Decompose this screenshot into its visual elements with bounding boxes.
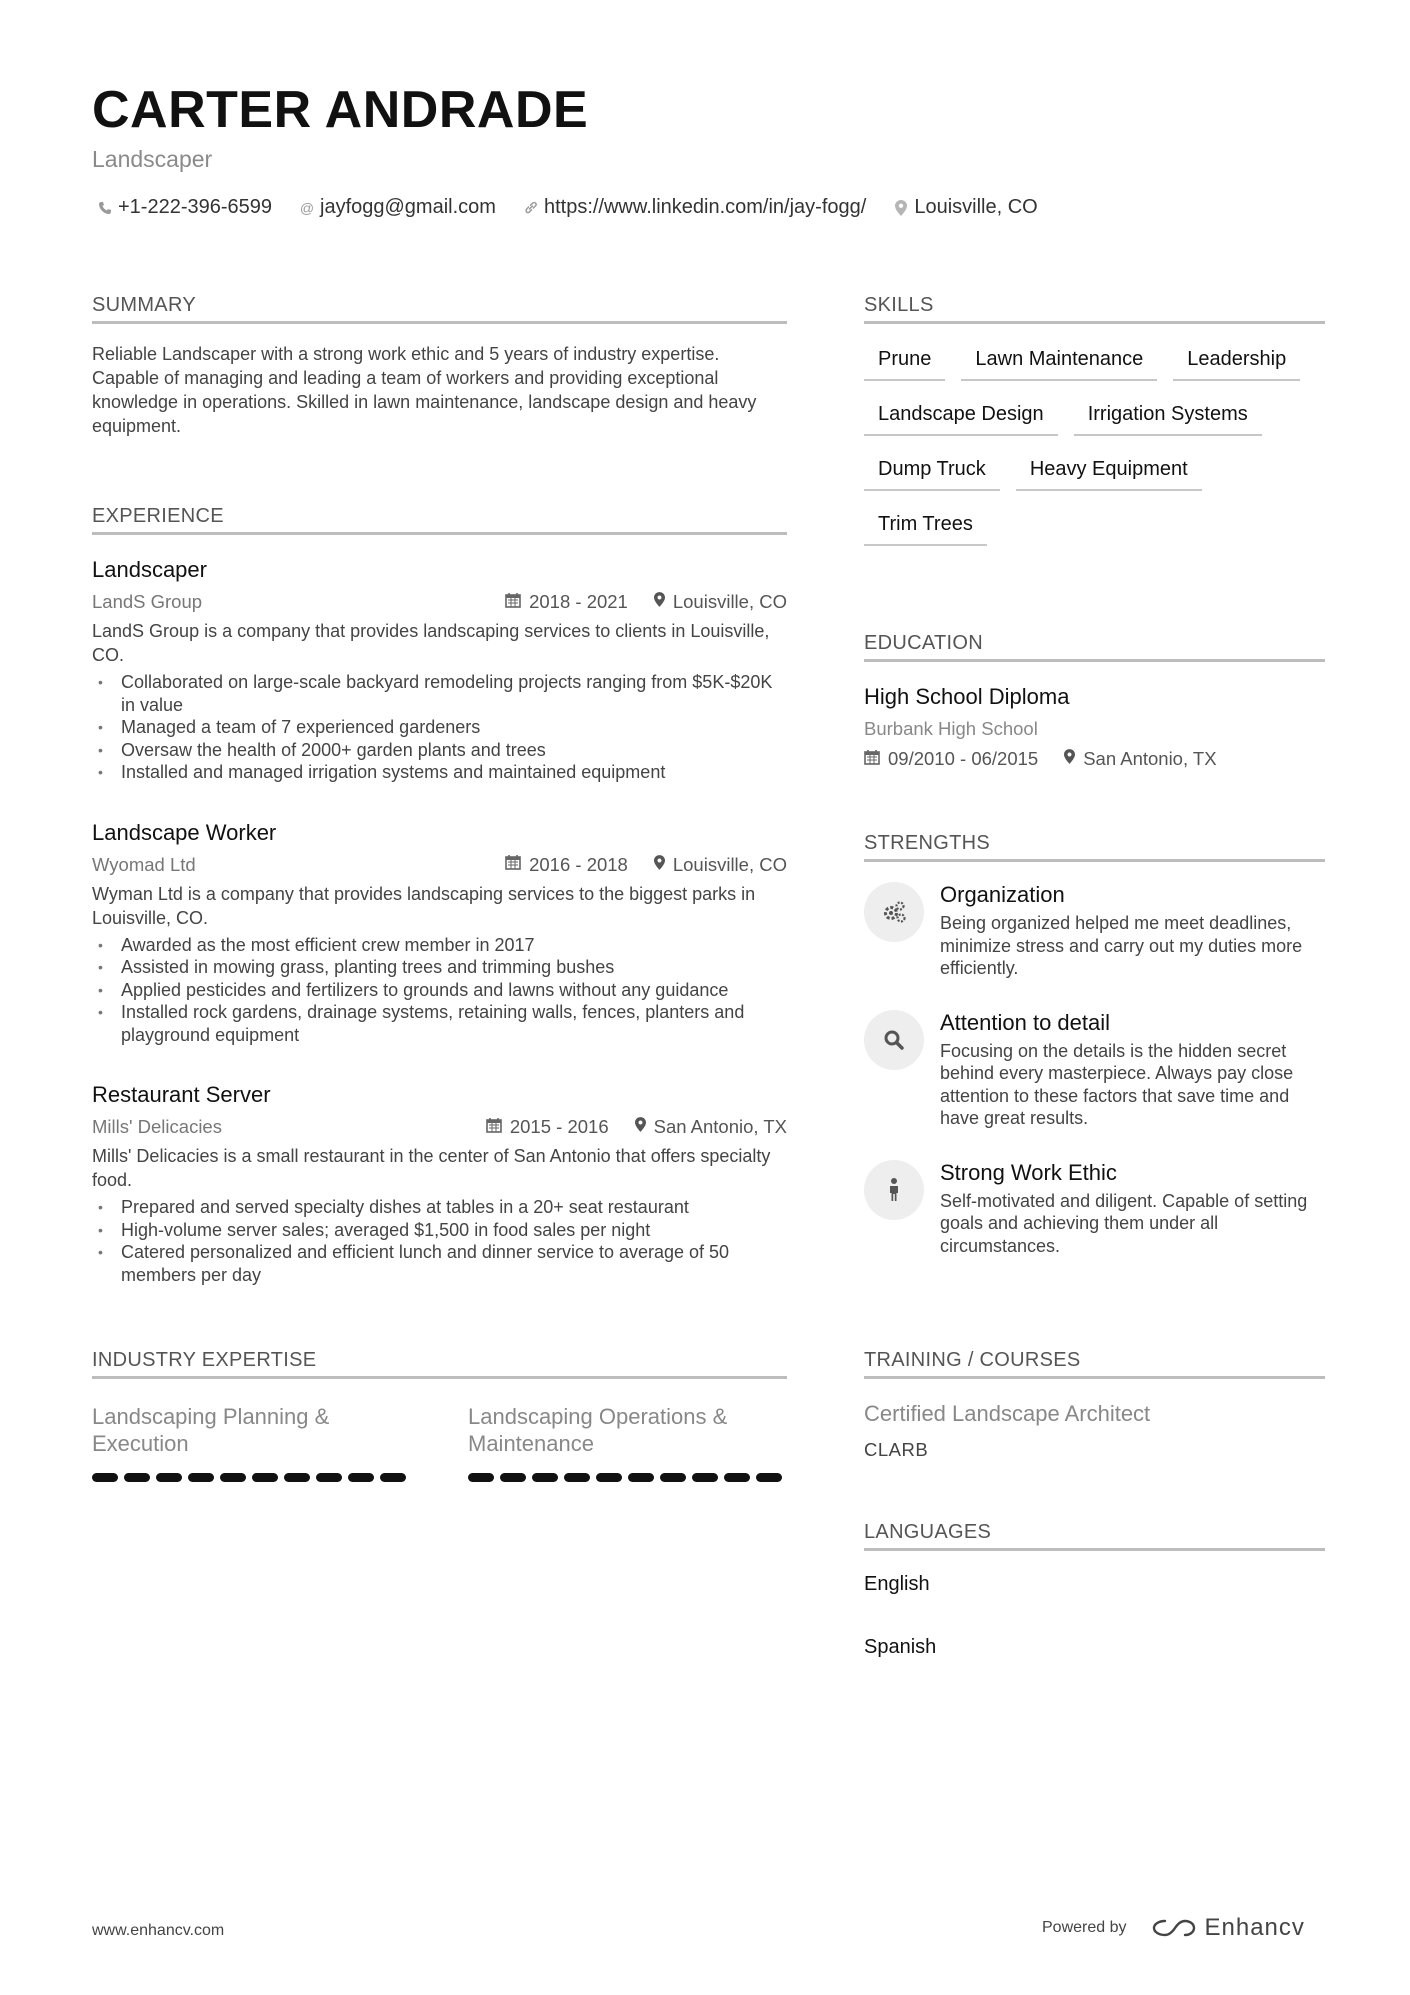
course-title: Certified Landscape Architect (864, 1401, 1151, 1426)
person-icon (864, 1160, 924, 1220)
strength-title: Strong Work Ethic (940, 1159, 1117, 1185)
strength-title: Organization (940, 882, 1065, 907)
expertise-level-dash (252, 1473, 278, 1482)
strength-desc: Focusing on the details is the hidden secret behind every masterpiece. Always pay close attention to these factors that save time and have great results. (940, 1040, 1294, 1128)
expertise-level-dash (564, 1473, 590, 1482)
contact-phone[interactable] (98, 196, 272, 219)
language-item: English (864, 1573, 930, 1595)
calendar-icon (505, 854, 521, 875)
strength-item (864, 882, 1325, 980)
expertise-label: Landscaping Planning & Execution (92, 1404, 330, 1456)
phone-icon (98, 200, 112, 216)
education-location: San Antonio, TX (1083, 748, 1217, 769)
phone-text: +1-222-396-6599 (118, 196, 273, 218)
job-company: Mills' Delicacies (92, 1116, 222, 1137)
skill-tag: Dump Truck (864, 454, 1000, 491)
job-bullet: • Installed and managed irrigation systems and maintained equipment (92, 761, 787, 784)
candidate-name: CARTER ANDRADE (92, 81, 589, 139)
job-company: Wyomad Ltd (92, 853, 196, 875)
job-dates: 2018 - 2021 (529, 591, 628, 612)
job-company: LandS Group (92, 591, 203, 612)
strength-desc: Self-motivated and diligent. Capable of setting goals and achieving them under all circumstances. (940, 1190, 1308, 1256)
skills-heading: SKILLS (864, 294, 1325, 324)
education-dates: 09/2010 - 06/2015 (888, 748, 1039, 769)
expertise-level-dash (500, 1473, 526, 1482)
skills-section (864, 294, 1325, 546)
job-bullet: • Assisted in mowing grass, planting trees and trimming bushes (92, 956, 787, 979)
job-location: Louisville, CO (672, 853, 787, 875)
job-bullet: • Applied pesticides and fertilizers to grounds and lawns without any guidance (92, 979, 787, 1002)
education-heading: EDUCATION (864, 632, 1325, 662)
skill-tag: Lawn Maintenance (961, 344, 1157, 381)
skill-tag: Leadership (1173, 344, 1300, 381)
expertise-level-dash (724, 1473, 750, 1482)
expertise-heading: INDUSTRY EXPERTISE (92, 1349, 787, 1379)
expertise-level-dash (284, 1473, 310, 1482)
skills-list (864, 344, 1334, 546)
job-description: LandS Group is a company that provides landscaping services to clients in Louisville, CO. (92, 621, 770, 665)
magnifier-icon (864, 1010, 924, 1070)
skill-tag: Heavy Equipment (1016, 454, 1202, 491)
job-description: Mills' Delicacies is a small restaurant in the center of San Antonio that offers specialty food. (92, 1146, 771, 1190)
candidate-title: Landscaper (92, 146, 213, 172)
expertise-level-bar (92, 1473, 410, 1482)
experience-section (92, 505, 787, 1286)
job-entry (92, 557, 787, 784)
strength-item (864, 1010, 1325, 1130)
job-title: Landscape Worker (92, 819, 277, 845)
expertise-level-dash (316, 1473, 342, 1482)
job-meta (92, 1116, 787, 1138)
footer-powered (1042, 1914, 1305, 1942)
expertise-level-bar (468, 1473, 786, 1482)
expertise-level-dash (692, 1473, 718, 1482)
job-meta (92, 591, 787, 613)
job-dates: 2015 - 2016 (509, 1116, 609, 1137)
job-dates: 2016 - 2018 (529, 853, 628, 875)
expertise-level-dash (124, 1473, 150, 1482)
job-bullets (92, 1196, 787, 1286)
job-entry (92, 1082, 787, 1286)
summary-text: Reliable Landscaper with a strong work ethic and 5 years of industry expertise. Capable of managing and leading a team of workers and providing exceptional knowledge in operations. Skilled in lawn maintenance, landscape design and heavy equipment. (92, 344, 757, 436)
strength-title: Attention to detail (940, 1009, 1111, 1035)
skill-tag: Prune (864, 344, 945, 381)
job-bullets (92, 934, 787, 1047)
powered-by-label: Powered by (1042, 1919, 1127, 1936)
job-bullet: • Awarded as the most efficient crew member in 2017 (92, 934, 787, 957)
job-bullet: • Collaborated on large-scale backyard remodeling projects ranging from $5K-$20K in value (92, 671, 787, 716)
job-title: Restaurant Server (92, 1082, 271, 1107)
job-bullet: • High-volume server sales; averaged $1,500 in food sales per night (92, 1219, 787, 1242)
map-pin-icon (1064, 749, 1075, 769)
skill-tag: Trim Trees (864, 509, 987, 546)
expertise-level-dash (596, 1473, 622, 1482)
job-bullet: • Oversaw the health of 2000+ garden plants and trees (92, 739, 787, 762)
skill-tag: Irrigation Systems (1074, 399, 1262, 436)
footer-site-link[interactable]: www.enhancv.com (92, 1922, 225, 1939)
expertise-level-dash (660, 1473, 686, 1482)
expertise-label: Landscaping Operations & Maintenance (468, 1404, 728, 1456)
summary-heading: SUMMARY (92, 294, 787, 324)
contact-location (894, 196, 1037, 219)
map-pin-icon (654, 592, 665, 612)
job-bullet: • Managed a team of 7 experienced gardeners (92, 716, 787, 739)
languages-heading: LANGUAGES (864, 1521, 1325, 1551)
expertise-section (92, 1349, 787, 1482)
expertise-level-dash (348, 1473, 374, 1482)
expertise-level-dash (156, 1473, 182, 1482)
link-icon (524, 200, 538, 216)
language-item: Spanish (864, 1636, 937, 1658)
job-bullet: • Prepared and served specialty dishes at tables in a 20+ seat restaurant (92, 1196, 787, 1219)
strengths-section (864, 832, 1325, 1257)
job-meta (92, 854, 787, 876)
at-icon: @ (299, 199, 315, 216)
education-school: Burbank High School (864, 718, 1038, 739)
strengths-heading: STRENGTHS (864, 832, 1325, 862)
linkedin-text: https://www.linkedin.com/in/jay-fogg/ (543, 196, 867, 218)
location-text: Louisville, CO (914, 196, 1038, 218)
skill-tag: Landscape Design (864, 399, 1058, 436)
enhancv-logo-text: Enhancv (1204, 1914, 1305, 1941)
job-location: San Antonio, TX (653, 1116, 787, 1137)
education-section (864, 632, 1325, 770)
job-bullet: • Catered personalized and efficient lunch and dinner service to average of 50 members per day (92, 1241, 787, 1286)
contact-linkedin[interactable] (524, 196, 866, 219)
contact-email[interactable] (300, 196, 496, 219)
job-title: Landscaper (92, 557, 207, 582)
course-issuer: CLARB (864, 1439, 929, 1460)
education-degree: High School Diploma (864, 684, 1070, 709)
map-pin-icon (894, 200, 908, 216)
expertise-level-dash (380, 1473, 406, 1482)
expertise-item (92, 1403, 410, 1482)
job-bullet: • Installed rock gardens, drainage systems, retaining walls, fences, planters and playground equipment (92, 1001, 787, 1046)
expertise-level-dash (220, 1473, 246, 1482)
languages-section (864, 1521, 1325, 1659)
expertise-level-dash (92, 1473, 118, 1482)
expertise-item (468, 1403, 786, 1482)
email-text: jayfogg@gmail.com (320, 196, 496, 218)
training-section (864, 1349, 1325, 1461)
job-location: Louisville, CO (672, 591, 787, 612)
calendar-icon (505, 592, 521, 613)
job-description: Wyman Ltd is a company that provides landscaping services to the biggest parks in Louisville, CO. (92, 883, 756, 928)
expertise-level-dash (628, 1473, 654, 1482)
experience-heading: EXPERIENCE (92, 505, 787, 535)
contact-row (98, 196, 1038, 219)
calendar-icon (864, 749, 880, 770)
strength-desc: Being organized helped me meet deadlines, minimize stress and carry out my duties more efficiently. (940, 913, 1303, 978)
calendar-icon (486, 1117, 502, 1138)
strength-item (864, 1160, 1325, 1258)
enhancv-logo-icon (1151, 1917, 1197, 1939)
map-pin-icon (635, 1117, 646, 1137)
map-pin-icon (654, 855, 665, 875)
expertise-level-dash (532, 1473, 558, 1482)
summary-section (92, 294, 787, 438)
expertise-level-dash (188, 1473, 214, 1482)
enhancv-logo[interactable] (1151, 1914, 1305, 1942)
expertise-level-dash (756, 1473, 782, 1482)
training-heading: TRAINING / COURSES (864, 1349, 1325, 1379)
job-bullets (92, 671, 787, 784)
job-entry (92, 820, 787, 1047)
gears-icon (864, 882, 924, 942)
expertise-level-dash (468, 1473, 494, 1482)
